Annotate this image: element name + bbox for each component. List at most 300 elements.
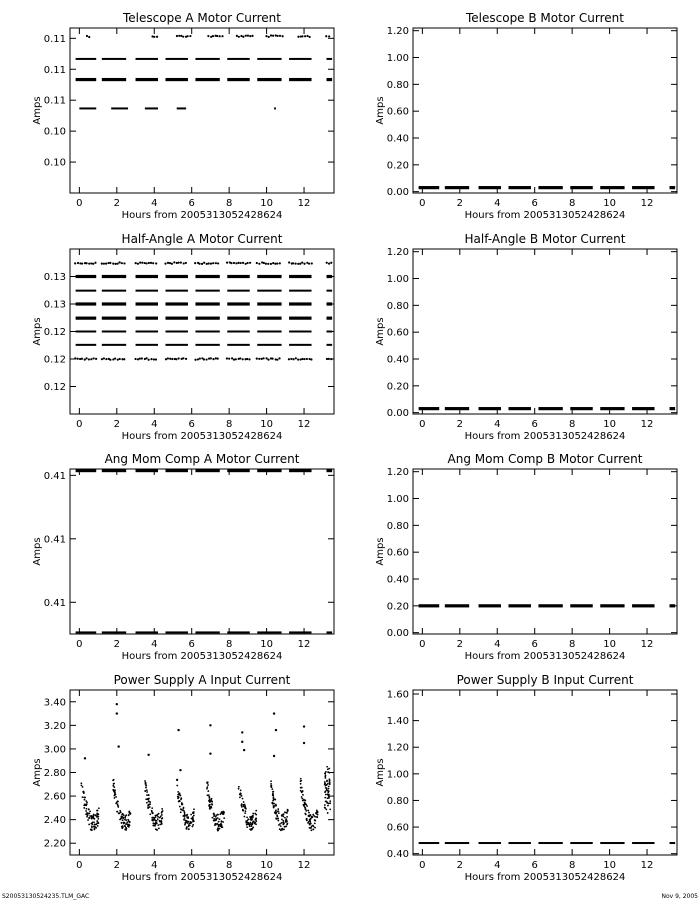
data-segment [479,604,501,607]
x-tick-label: 6 [531,860,538,871]
data-point [177,796,179,798]
x-tick-label: 12 [640,860,654,871]
data-point [155,820,157,822]
data-segment [165,290,187,292]
data-point [276,815,278,817]
data-point [317,811,319,813]
chart-panel-ha_a [32,232,334,442]
data-point [135,262,137,264]
data-point [311,262,313,264]
data-point [247,262,249,264]
data-point [325,787,327,789]
x-tick-label: 6 [531,419,538,430]
data-point [207,790,209,792]
data-segment [508,604,530,607]
data-point [145,787,147,789]
data-point [212,35,214,37]
data-point [127,819,129,821]
data-point [242,358,244,360]
data-segment [227,275,249,278]
data-point [327,805,329,807]
x-tick-label: 6 [188,639,195,650]
x-tick-label: 0 [76,639,83,650]
y-tick-label: 0.20 [386,601,409,613]
data-point [83,807,85,809]
x-tick-label: 10 [260,419,273,430]
data-point [226,357,228,359]
x-tick-label: 12 [297,419,311,430]
data-point [137,263,139,265]
data-point [316,816,318,818]
data-point [125,829,127,831]
data-point [327,792,329,794]
data-segment [570,842,592,844]
data-segment [289,331,311,333]
data-point [258,358,260,360]
data-point [305,804,307,806]
data-point [301,261,303,263]
data-point [148,794,150,796]
data-point [279,828,281,830]
data-point [120,811,122,813]
data-point [279,262,281,264]
data-segment [289,317,311,320]
data-point [129,821,131,823]
data-point [278,357,280,359]
data-point [208,804,210,806]
x-tick-label: 12 [297,198,311,209]
x-tick-label: 2 [456,419,463,430]
data-segment [195,275,219,278]
data-point [211,798,213,800]
data-point [194,359,196,361]
y-tick-label: 0.80 [386,520,409,532]
data-point [91,823,93,825]
chart-title: Half-Angle A Motor Current [121,232,283,246]
data-segment [632,407,654,410]
data-point [251,35,253,37]
series-band-1 [76,58,333,60]
x-tick-label: 4 [494,419,501,430]
data-segment [76,344,97,346]
data-point [292,358,294,360]
data-point [176,785,178,787]
data-point [97,822,99,824]
data-point [233,359,235,361]
data-point [117,745,119,747]
data-point [122,819,124,821]
data-point [210,263,212,265]
data-segment [289,58,311,60]
series-band-5 [76,331,333,333]
data-point [276,262,278,264]
data-point [242,798,244,800]
x-axis-label: Hours from 20053130524286​24 [464,431,626,442]
data-point [324,783,326,785]
data-point [117,806,119,808]
data-point [182,36,184,38]
data-point [167,357,169,359]
data-point [81,262,83,264]
data-point [81,784,83,786]
data-segment [76,58,97,60]
data-point [211,801,213,803]
data-point [246,358,248,360]
data-point [330,358,332,360]
data-point [192,824,194,826]
data-point [77,262,79,264]
data-point [157,816,159,818]
data-point [309,824,311,826]
data-segment [165,58,187,60]
data-segment [102,275,126,278]
data-point [186,815,188,817]
data-point [277,820,279,822]
chart-panel-amc_b [375,452,677,662]
data-point [94,262,96,264]
data-point [271,788,273,790]
data-point [324,781,326,783]
x-tick-label: 8 [225,419,233,430]
y-tick-label: 0.40 [386,354,409,366]
series-band-1 [76,275,333,278]
data-segment [102,290,126,292]
y-tick-label: 0.10 [43,157,66,169]
data-point [252,815,254,817]
data-point [306,35,308,37]
data-point [245,263,247,265]
data-point [109,262,111,264]
data-point [268,36,270,38]
data-point [151,811,153,813]
data-point [113,786,115,788]
data-point [303,725,305,727]
x-tick-label: 10 [260,639,273,650]
data-segment [76,331,97,333]
data-point [125,814,127,816]
data-point [281,829,283,831]
y-tick-label: 0.80 [386,79,409,91]
data-point [153,817,155,819]
data-segment [136,290,158,292]
data-segment [136,469,158,472]
y-axis-label: Amps [375,758,386,787]
data-point [240,805,242,807]
x-tick-label: 12 [297,860,311,871]
data-point [219,813,221,815]
x-tick-label: 2 [113,198,120,209]
data-point [238,36,240,38]
data-point [243,816,245,818]
data-point [329,780,331,782]
data-point [128,814,130,816]
data-point [93,817,95,819]
data-segment [165,275,187,278]
data-point [119,819,121,821]
x-tick-label: 0 [76,198,83,209]
data-point [270,34,272,36]
series-band-0 [86,34,330,38]
data-point [278,824,280,826]
data-point [328,768,330,770]
data-point [177,261,179,263]
data-segment [257,302,281,305]
data-point [327,812,329,814]
data-point [96,820,98,822]
data-point [88,813,90,815]
data-point [325,809,327,811]
data-point [251,823,253,825]
data-point [272,793,274,795]
data-point [101,262,103,264]
data-point [84,804,86,806]
data-point [121,813,123,815]
series-band-1 [76,631,333,633]
data-point [265,35,267,37]
data-point [161,823,163,825]
data-point [81,358,83,360]
data-segment [419,842,440,844]
data-point [270,783,272,785]
data-point [251,829,253,831]
data-point [328,797,330,799]
data-point [217,817,219,819]
data-point [270,780,272,782]
y-tick-label: 0.60 [386,822,409,834]
data-point [209,797,211,799]
data-point [272,791,274,793]
data-segment [570,604,592,607]
data-point [310,822,312,824]
data-point [114,263,116,265]
data-point [251,819,253,821]
data-point [96,816,98,818]
x-tick-label: 8 [568,419,576,430]
y-tick-label: 0.41 [43,597,66,609]
data-point [180,261,182,263]
data-point [221,826,223,828]
data-segment [570,186,592,189]
y-tick-label: 0.12 [43,327,66,338]
data-segment [327,631,333,633]
data-segment [257,344,281,346]
data-point [329,782,331,784]
data-point [255,819,257,821]
data-segment [289,469,311,472]
data-point [74,262,76,264]
data-segment [289,344,311,346]
y-tick-label: 0.00 [386,187,409,199]
data-segment [274,107,276,109]
data-point [179,769,181,771]
x-tick-label: 12 [640,639,654,650]
data-point [93,814,95,816]
series-band-3 [76,302,333,305]
plot-frame [70,690,334,855]
data-point [329,783,331,785]
data-point [217,358,219,360]
y-tick-label: 0.13 [43,299,66,311]
x-tick-label: 0 [419,860,426,871]
data-point [270,263,272,265]
data-point [155,822,157,824]
data-segment [445,604,469,607]
data-point [154,815,156,817]
data-segment [195,469,219,472]
x-axis-label: Hours from 20053130524286​24 [464,210,626,221]
data-point [122,827,124,829]
data-point [158,827,160,829]
data-point [152,262,154,264]
series-band-0 [419,604,676,607]
data-point [300,778,302,780]
data-point [218,821,220,823]
data-point [244,805,246,807]
data-point [92,263,94,265]
data-point [209,808,211,810]
x-axis-label: Hours from 20053130524286​24 [121,431,283,442]
y-tick-label: 1.00 [386,769,409,781]
data-segment [600,604,624,607]
data-point [178,35,180,37]
data-point [231,357,233,359]
data-point [242,810,244,812]
data-point [306,818,308,820]
data-point [249,825,251,827]
data-point [115,803,117,805]
data-segment [165,469,187,472]
data-point [103,263,105,265]
data-point [150,262,152,264]
y-axis-label: Amps [375,537,386,566]
data-point [241,795,243,797]
data-segment [670,186,676,189]
x-tick-label: 2 [113,419,120,430]
data-point [115,796,117,798]
data-segment [289,631,311,633]
data-point [121,262,123,264]
data-point [184,822,186,824]
data-points [419,186,676,189]
data-segment [195,290,219,292]
data-point [273,755,275,757]
data-point [299,358,301,360]
data-point [243,801,245,803]
data-point [301,787,303,789]
data-segment [165,631,187,633]
data-point [141,357,143,359]
data-point [292,262,294,264]
y-tick-label: 0.80 [386,795,409,807]
plot-frame [413,469,677,634]
x-tick-label: 0 [419,419,426,430]
data-point [177,791,179,793]
plot-frame [70,28,334,193]
data-point [328,263,330,265]
chart-title: Half-Angle B Motor Current [464,232,626,246]
data-point [324,804,326,806]
data-point [328,358,330,360]
data-point [86,812,88,814]
series-band-2 [76,290,333,292]
data-point [246,816,248,818]
data-point [148,262,150,264]
data-point [271,802,273,804]
data-segment [195,78,219,81]
x-tick-label: 4 [151,419,158,430]
data-point [328,35,330,37]
data-point [164,263,166,265]
data-point [277,808,279,810]
data-point [177,797,179,799]
data-point [325,35,327,37]
data-segment [165,344,187,346]
data-point [84,757,86,759]
data-point [328,772,330,774]
data-point [219,35,221,37]
x-tick-label: 2 [456,860,463,871]
y-tick-label: 0.12 [43,382,66,393]
data-point [272,794,274,796]
data-point [274,805,276,807]
y-tick-label: 2.20 [43,838,66,850]
data-point [272,262,274,264]
data-point [186,35,188,37]
data-point [308,812,310,814]
data-point [218,824,220,826]
y-tick-label: 3.40 [43,697,66,709]
data-segment [76,631,97,633]
data-point [221,811,223,813]
y-tick-label: 0.41 [43,534,66,546]
chart-panel-amc_a [32,452,334,662]
data-point [210,357,212,359]
data-segment [508,186,530,189]
data-point [255,810,257,812]
data-point [287,810,289,812]
data-point [209,806,211,808]
data-point [272,35,274,37]
data-point [152,825,154,827]
y-tick-label: 0.00 [386,408,409,420]
data-segment [479,407,501,410]
data-point [171,358,173,360]
data-point [93,357,95,359]
data-point [121,822,123,824]
data-segment [136,302,158,305]
data-point [297,358,299,360]
data-point [180,35,182,37]
y-tick-label: 1.20 [386,467,409,479]
data-point [271,357,273,359]
data-segment [136,331,158,333]
data-point [283,828,285,830]
data-point [88,809,90,811]
data-point [217,262,219,264]
y-tick-label: 1.00 [386,53,409,65]
x-tick-label: 10 [260,198,273,209]
data-point [157,814,159,816]
data-point [277,35,279,37]
x-tick-label: 10 [260,860,273,871]
chart-title: Power Supply B Input Current [456,673,634,687]
data-point [330,262,332,264]
data-segment [79,107,96,109]
y-tick-label: 0.11 [43,33,66,45]
data-point [261,358,263,360]
data-segment [76,469,97,472]
data-point [144,780,146,782]
